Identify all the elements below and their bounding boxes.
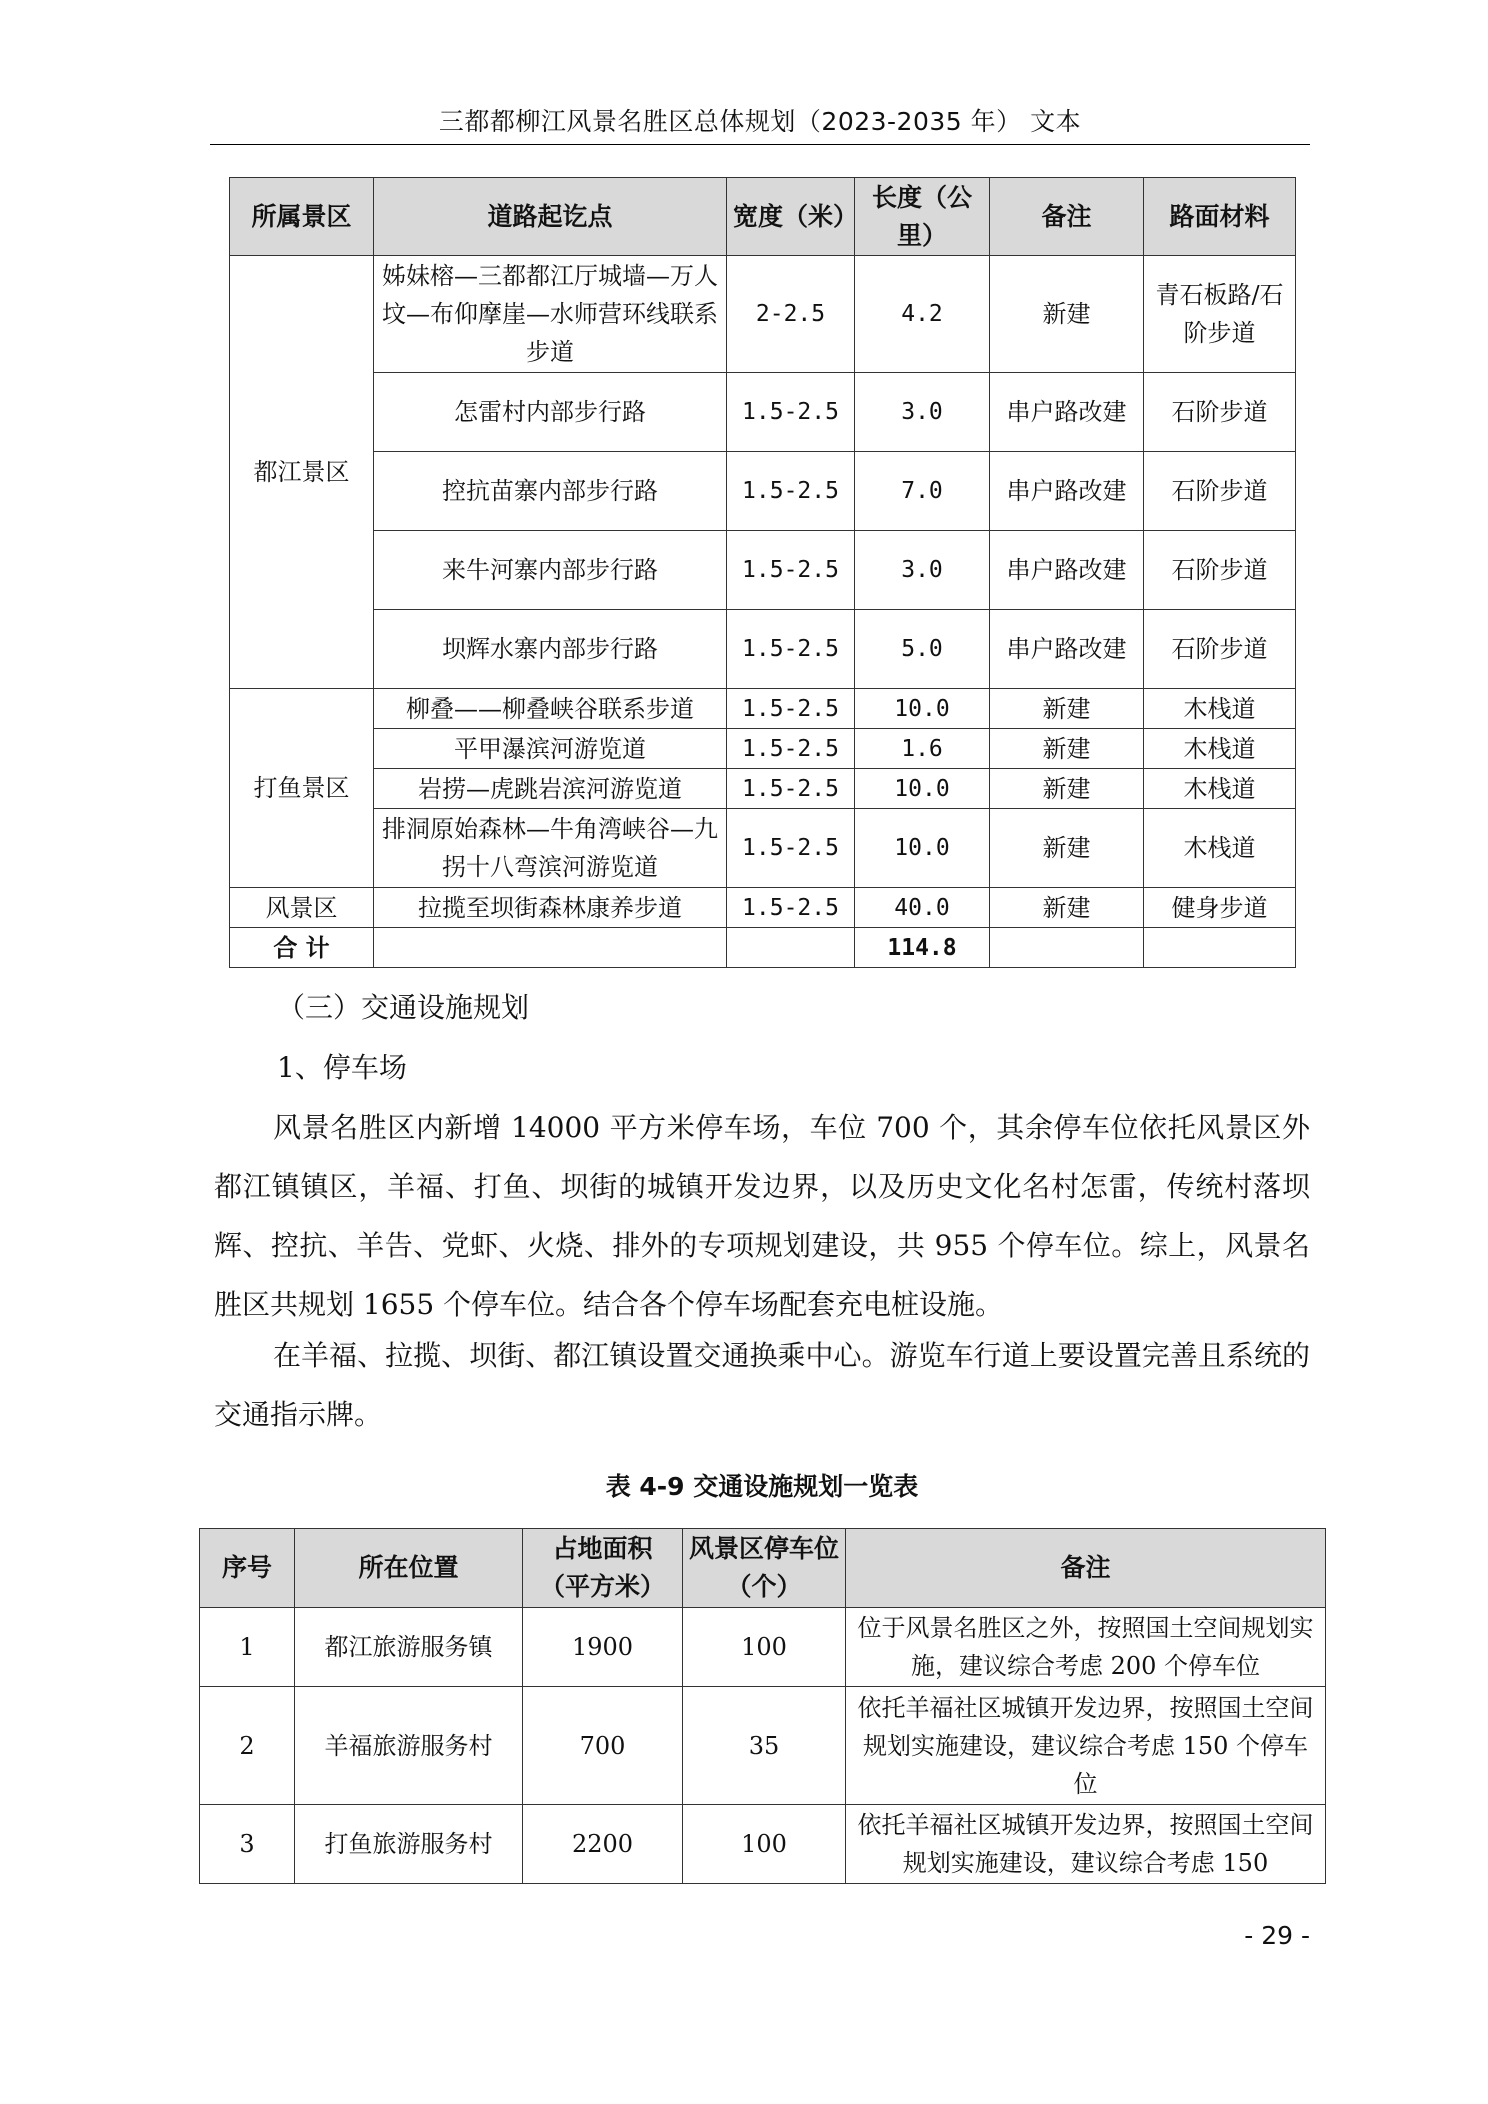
road-table xyxy=(229,177,1296,968)
parking-cell: 100 xyxy=(683,1805,846,1884)
length-cell: 7.0 xyxy=(855,452,990,531)
width-cell: 1.5-2.5 xyxy=(727,888,855,928)
width-cell: 1.5-2.5 xyxy=(727,452,855,531)
width-cell: 1.5-2.5 xyxy=(727,373,855,452)
note-cell: 位于风景名胜区之外，按照国土空间规划实施，建议综合考虑 200 个停车位 xyxy=(846,1608,1326,1687)
section-heading: （三）交通设施规划 xyxy=(277,991,530,1024)
road-table-header-row xyxy=(230,178,1296,256)
empty-cell xyxy=(990,928,1144,968)
table-row xyxy=(230,729,1296,769)
length-cell: 5.0 xyxy=(855,610,990,689)
width-cell: 2-2.5 xyxy=(727,256,855,373)
length-cell: 1.6 xyxy=(855,729,990,769)
column-header: 占地面积（平方米） xyxy=(523,1529,683,1608)
road-cell: 岩捞—虎跳岩滨河游览道 xyxy=(374,769,727,809)
empty-cell xyxy=(1144,928,1296,968)
location-cell: 都江旅游服务镇 xyxy=(295,1608,523,1687)
table-row xyxy=(230,888,1296,928)
road-cell: 柳叠——柳叠峡谷联系步道 xyxy=(374,689,727,729)
road-cell: 拉揽至坝街森林康养步道 xyxy=(374,888,727,928)
material-cell: 木栈道 xyxy=(1144,729,1296,769)
index-cell: 1 xyxy=(200,1608,295,1687)
column-header: 宽度（米） xyxy=(727,178,855,256)
note-cell: 串户路改建 xyxy=(990,610,1144,689)
material-cell: 青石板路/石阶步道 xyxy=(1144,256,1296,373)
subsection-heading: 1、停车场 xyxy=(277,1051,407,1084)
area-cell: 2200 xyxy=(523,1805,683,1884)
table-row xyxy=(230,452,1296,531)
location-cell: 羊福旅游服务村 xyxy=(295,1687,523,1805)
width-cell: 1.5-2.5 xyxy=(727,689,855,729)
note-cell: 串户路改建 xyxy=(990,531,1144,610)
length-cell: 10.0 xyxy=(855,809,990,888)
area-cell: 打鱼景区 xyxy=(230,689,374,888)
width-cell: 1.5-2.5 xyxy=(727,809,855,888)
note-cell: 新建 xyxy=(990,769,1144,809)
note-cell: 新建 xyxy=(990,888,1144,928)
location-cell: 打鱼旅游服务村 xyxy=(295,1805,523,1884)
column-header: 道路起讫点 xyxy=(374,178,727,256)
road-cell: 坝辉水寨内部步行路 xyxy=(374,610,727,689)
total-label: 合 计 xyxy=(230,928,374,968)
parking-cell: 100 xyxy=(683,1608,846,1687)
empty-cell xyxy=(374,928,727,968)
column-header: 所在位置 xyxy=(295,1529,523,1608)
area-cell: 风景区 xyxy=(230,888,374,928)
road-cell: 平甲瀑滨河游览道 xyxy=(374,729,727,769)
page-header: 三都都柳江风景名胜区总体规划（2023-2035 年） 文本 xyxy=(210,100,1310,145)
material-cell: 木栈道 xyxy=(1144,769,1296,809)
empty-cell xyxy=(727,928,855,968)
width-cell: 1.5-2.5 xyxy=(727,610,855,689)
length-cell: 3.0 xyxy=(855,373,990,452)
width-cell: 1.5-2.5 xyxy=(727,531,855,610)
note-cell: 新建 xyxy=(990,689,1144,729)
paragraph: 风景名胜区内新增 14000 平方米停车场，车位 700 个，其余停车位依托风景区外都江镇镇区，羊福、打鱼、坝街的城镇开发边界，以及历史文化名村怎雷，传统村落坝辉、控抗、羊告、党虾、火烧、排外的专项规划建设，共 955 个停车位。综上，风景名胜区共规划 1655 个停车位。结合各个停车场配套充电桩设施。 xyxy=(214,1111,1310,1321)
paragraph: 在羊福、拉揽、坝街、都江镇设置交通换乘中心。游览车行道上要设置完善且系统的交通指示牌。 xyxy=(214,1339,1310,1431)
table-row xyxy=(230,809,1296,888)
road-cell: 排洞原始森林—牛角湾峡谷—九拐十八弯滨河游览道 xyxy=(374,809,727,888)
table-row xyxy=(230,769,1296,809)
road-cell: 来牛河寨内部步行路 xyxy=(374,531,727,610)
total-row xyxy=(230,928,1296,968)
parking-cell: 35 xyxy=(683,1687,846,1805)
area-cell: 都江景区 xyxy=(230,256,374,689)
table-caption: 表 4-9 交通设施规划一览表 xyxy=(605,1472,919,1501)
material-cell: 石阶步道 xyxy=(1144,531,1296,610)
length-cell: 10.0 xyxy=(855,769,990,809)
table-row xyxy=(200,1687,1326,1805)
width-cell: 1.5-2.5 xyxy=(727,729,855,769)
material-cell: 石阶步道 xyxy=(1144,610,1296,689)
area-cell: 1900 xyxy=(523,1608,683,1687)
table-row xyxy=(230,373,1296,452)
road-cell: 怎雷村内部步行路 xyxy=(374,373,727,452)
table-row xyxy=(200,1608,1326,1687)
note-cell: 串户路改建 xyxy=(990,452,1144,531)
table-row xyxy=(230,531,1296,610)
table-row xyxy=(230,610,1296,689)
note-cell: 依托羊福社区城镇开发边界，按照国土空间规划实施建设，建议综合考虑 150 个停车位 xyxy=(846,1687,1326,1805)
note-cell: 新建 xyxy=(990,256,1144,373)
note-cell: 新建 xyxy=(990,729,1144,769)
note-cell: 新建 xyxy=(990,809,1144,888)
material-cell: 木栈道 xyxy=(1144,809,1296,888)
total-value: 114.8 xyxy=(855,928,990,968)
area-cell: 700 xyxy=(523,1687,683,1805)
column-header: 所属景区 xyxy=(230,178,374,256)
index-cell: 3 xyxy=(200,1805,295,1884)
facility-table xyxy=(199,1528,1326,1884)
table-row xyxy=(200,1805,1326,1884)
material-cell: 健身步道 xyxy=(1144,888,1296,928)
length-cell: 4.2 xyxy=(855,256,990,373)
index-cell: 2 xyxy=(200,1687,295,1805)
material-cell: 石阶步道 xyxy=(1144,373,1296,452)
road-cell: 控抗苗寨内部步行路 xyxy=(374,452,727,531)
note-cell: 依托羊福社区城镇开发边界，按照国土空间规划实施建设，建议综合考虑 150 xyxy=(846,1805,1326,1884)
road-cell: 姊妹榕—三都都江厅城墙—万人坟—布仰摩崖—水师营环线联系步道 xyxy=(374,256,727,373)
column-header: 备注 xyxy=(846,1529,1326,1608)
length-cell: 40.0 xyxy=(855,888,990,928)
length-cell: 3.0 xyxy=(855,531,990,610)
material-cell: 木栈道 xyxy=(1144,689,1296,729)
column-header: 路面材料 xyxy=(1144,178,1296,256)
column-header: 序号 xyxy=(200,1529,295,1608)
column-header: 长度（公里） xyxy=(855,178,990,256)
table-row xyxy=(230,689,1296,729)
length-cell: 10.0 xyxy=(855,689,990,729)
table-row xyxy=(230,256,1296,373)
material-cell: 石阶步道 xyxy=(1144,452,1296,531)
width-cell: 1.5-2.5 xyxy=(727,769,855,809)
page-number: - 29 - xyxy=(1244,1921,1310,1950)
note-cell: 串户路改建 xyxy=(990,373,1144,452)
facility-table-header-row xyxy=(200,1529,1326,1608)
column-header: 风景区停车位（个） xyxy=(683,1529,846,1608)
column-header: 备注 xyxy=(990,178,1144,256)
